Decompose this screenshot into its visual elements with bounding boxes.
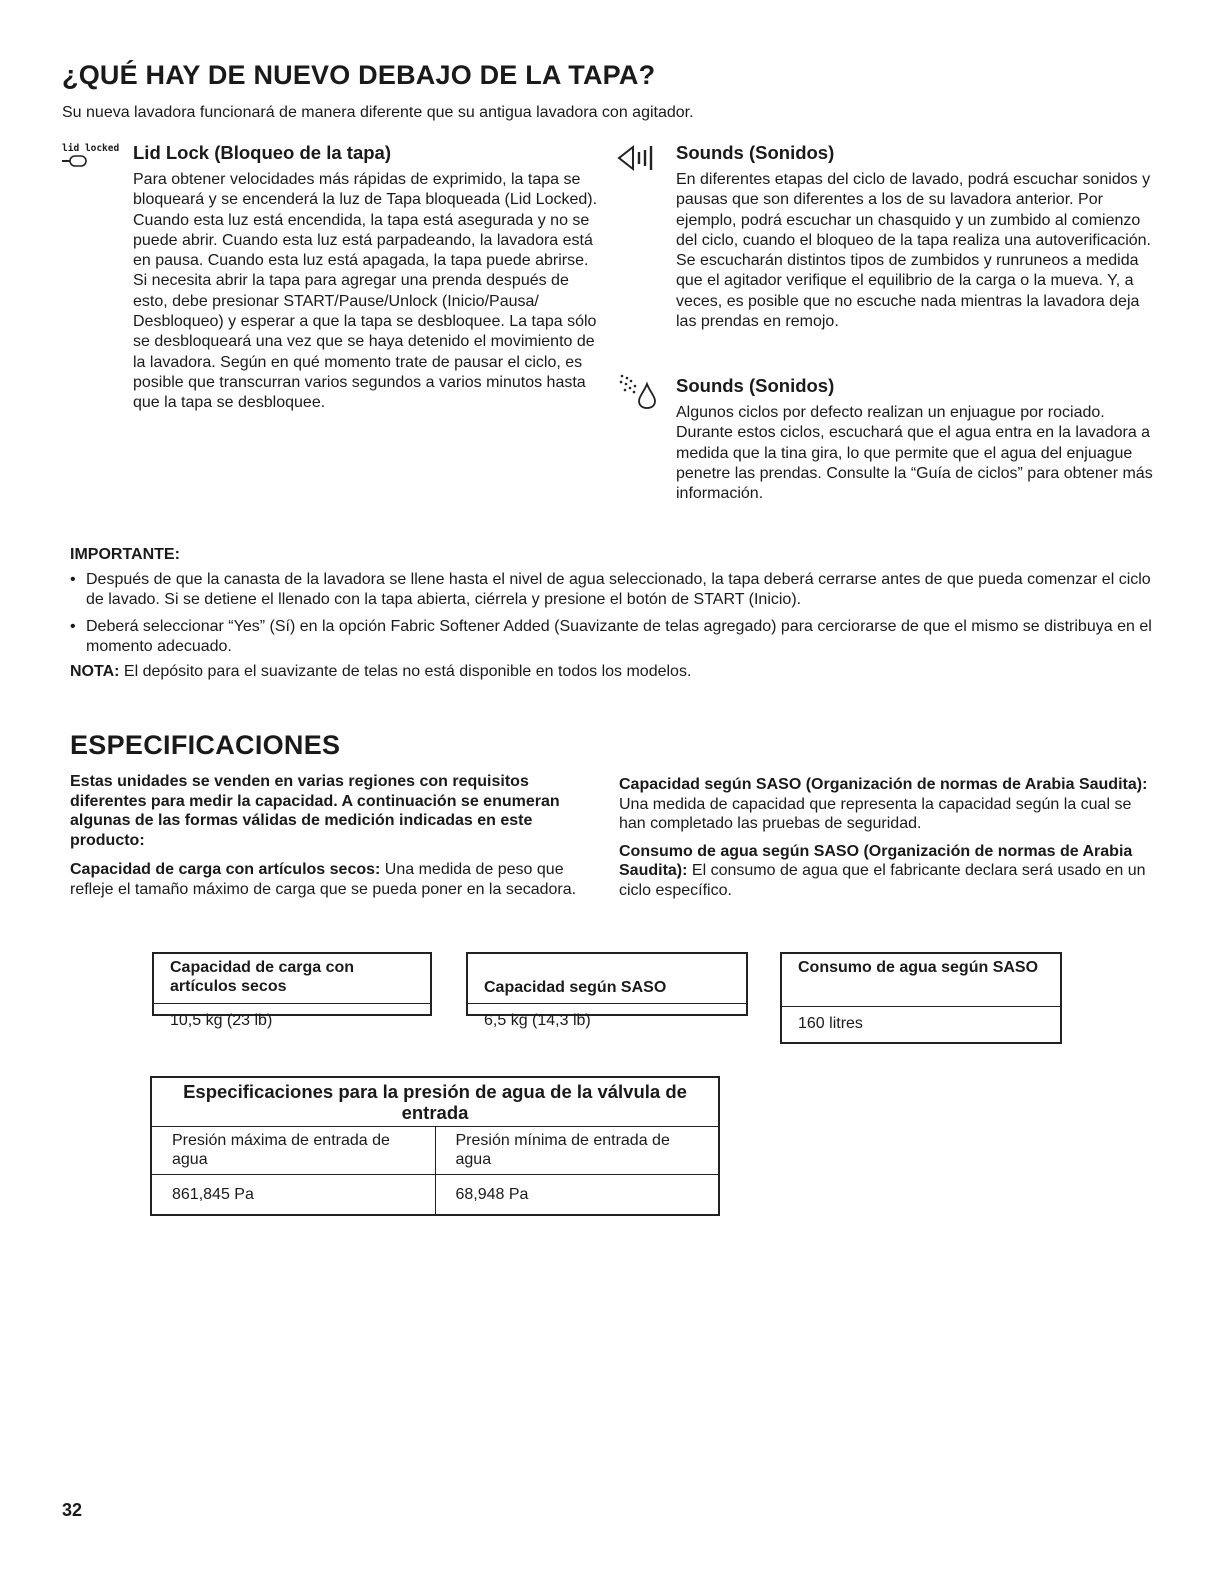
lock-symbol-icon [62,155,88,167]
saso-water-text: Consumo de agua según SASO (Organización de normas de Arabia Saudita): El consumo de agua que el fabricante declara será usado en un ciclo específico. [619,842,1146,899]
pressure-table [150,1076,720,1216]
specs-right-column [619,775,1149,900]
important-list [70,570,1160,663]
spec-box-dry-capacity [152,952,432,1029]
specs-intro: Estas unidades se venden en varias regiones con requisitos diferentes para medir la capacidad. A continuación se enumeran algunas de las formas válidas de medición indicadas en este producto: [70,773,560,849]
important-heading: IMPORTANTE: [70,546,180,563]
speaker-icon [617,143,659,173]
pressure-max-value: 861,845 Pa [151,1175,435,1215]
page-number: 32 [62,1500,83,1520]
important-bullet-1: • Después de que la canasta de la lavadora se llene hasta el nivel de agua seleccionado, la tapa deberá cerrarse antes de que pueda comenzar el ciclo de lavado. Si se detiene el llenado con la tapa abierta, ciérrela y presione el botón de START (Inicio). [70,570,1160,611]
spec-box-value: 160 litres [798,1015,863,1032]
pressure-min-header: Presión mínima de entrada de agua [435,1127,719,1175]
sounds-heading-2: Sounds (Sonidos) [676,375,835,396]
lid-lock-body: Para obtener velocidades más rápidas de exprimido, la tapa se bloqueará y se encenderá la luz de Tapa bloqueada (Lid Locked). Cuando esta luz está encendida, la tapa está asegurada y no se puede abrir. Cuando esta luz está parpadeando, la lavadora está en pausa. Cuando esta luz está apagada, la tapa puede abrirse. Si necesita abrir la tapa para agregar una prenda después de esto, debe presionar START/Pause/Unlock (Inicio/Pausa/ Desbloqueo) y esperar a que la tapa se desbloquee. La tapa sólo se desbloqueará una vez que se haya detenido el movimiento de la lavadora. Según en qué momento trate de pausar el ciclo, es posible que transcurran varios segundos a varios minutos hasta que la tapa se desbloquee. [133,171,598,412]
note-label: NOTA: [70,663,120,680]
note [70,663,691,681]
lid-lock-icon-label: lid locked [62,143,120,154]
intro-text: Su nueva lavadora funcionará de manera diferente que su antigua lavadora con agitador. [62,104,694,121]
specs-heading: ESPECIFICACIONES [70,730,341,760]
pressure-table-title: Especificaciones para la presión de agua de la válvula de entrada [151,1077,719,1127]
lid-lock-section [133,142,603,414]
spec-box-header: Capacidad de carga con artículos secos [154,954,430,1004]
sounds-heading-1: Sounds (Sonidos) [676,142,835,163]
spec-box-header: Consumo de agua según SASO [782,954,1060,1007]
spec-box-saso-water [780,952,1062,1044]
spec-box-header: Capacidad según SASO [468,954,746,1004]
dry-capacity-label: Capacidad de carga con artículos secos: [70,861,381,878]
sounds-section-1 [676,142,1156,332]
sounds-section-2 [676,375,1156,504]
pressure-min-value: 68,948 Pa [435,1175,719,1215]
dry-capacity-text: Capacidad de carga con artículos secos: Una medida de peso que refleje el tamaño máximo de carga que se pueda poner en la secadora. [70,861,577,898]
lid-lock-icon [62,143,122,172]
spec-box-value: 10,5 kg (23 lb) [170,1012,273,1029]
spec-box-saso-capacity [466,952,748,1029]
water-spray-icon [617,372,659,410]
lid-lock-heading: Lid Lock (Bloqueo de la tapa) [133,142,391,163]
saso-water-label: Consumo de agua según SASO (Organización de normas de Arabia Saudita): [619,842,1133,879]
sounds-body-1: En diferentes etapas del ciclo de lavado, podrá escuchar sonidos y pausas que son diferentes a los de su lavadora anterior. Por ejemplo, podrá escuchar un chasquido y un zumbido al comienzo del ciclo, cuando el bloqueo de la tapa realiza una autoverificación. Se escucharán distintos tipos de zumbidos y runruneos a medida que el agitador verifique el equilibrio de la carga o la mueva. Y, a veces, es posible que no escuche nada mientras la lavadora deja las prendas en remojo. [676,171,1151,331]
saso-capacity-text: Capacidad según SASO (Organización de normas de Arabia Saudita): Una medida de capacidad que representa la capacidad según la cual se han completado las pruebas de seguridad. [619,776,1148,832]
important-bullet-2: • Deberá seleccionar “Yes” (Sí) en la opción Fabric Softener Added (Suavizante de telas agregado) para cerciorarse de que el mismo se distribuya en el momento adecuado. [70,617,1160,658]
sounds-body-2: Algunos ciclos por defecto realizan un enjuague por rociado. Durante estos ciclos, escuchará que el agua entra en la lavadora a medida que la tina gira, lo que permite que el agua del enjuague penetre las prendas. Consulte la “Guía de ciclos” para obtener más información. [676,404,1153,503]
spec-box-value: 6,5 kg (14,3 lb) [484,1012,591,1029]
saso-capacity-label: Capacidad según SASO (Organización de normas de Arabia Saudita): [619,776,1148,793]
specs-left-column [70,772,590,899]
note-text: El depósito para el suavizante de telas no está disponible en todos los modelos. [119,663,692,680]
page-title: ¿QUÉ HAY DE NUEVO DEBAJO DE LA TAPA? [62,60,656,90]
pressure-max-header: Presión máxima de entrada de agua [151,1127,435,1175]
